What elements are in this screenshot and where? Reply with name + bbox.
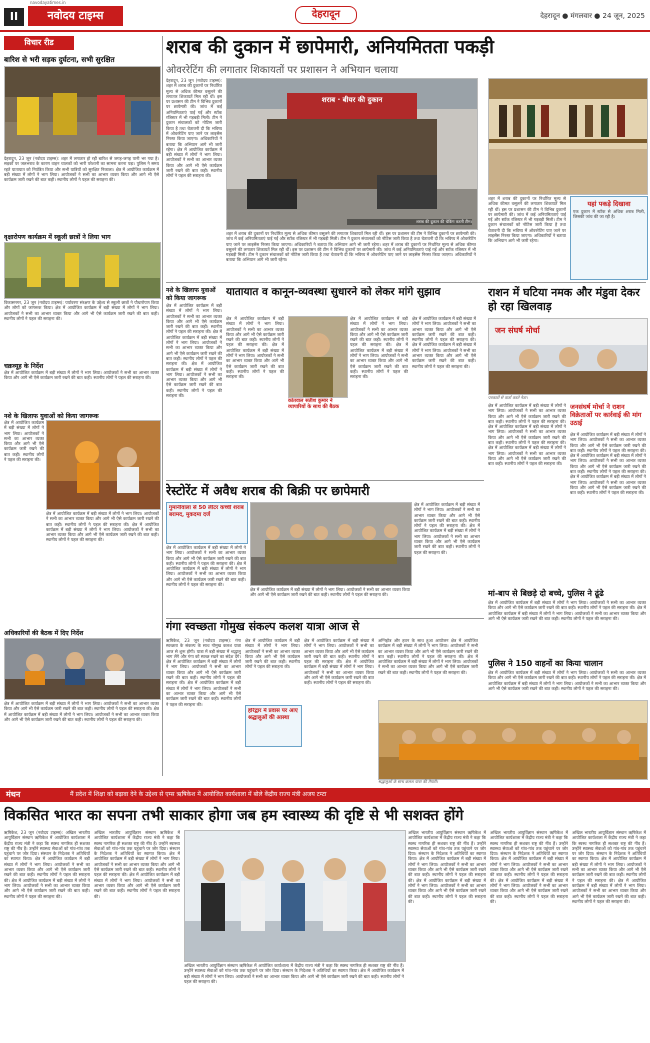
missing-body: क्षेत्र में आयोजित कार्यक्रम में बड़ी संख्या में लोगों ने भाग लिया। आयोजकों ने सभी का आभार व्यक्त किया और आगे भी ऐसे कार्यक्रम जारी रखने की बात कही। स्थानीय लोगों ने पहल की सराहना की। क्षेत्र में आयोजित कार्यक्रम में बड़ी संख्या में लोगों ने भाग लिया। आयोजकों ने सभी का आभार व्यक्त किया और आगे भी ऐसे कार्यक्रम जारी रखने की बात कही। स्थानीय लोगों ने पहल की सराहना की। bbox=[488, 600, 646, 621]
left-body-5: क्षेत्र में आयोजित कार्यक्रम में बड़ी संख्या में लोगों ने भाग लिया। आयोजकों ने सभी का आभार व्यक्त किया और आगे भी ऐसे कार्यक्रम जारी रखने की बात कही। स्थानीय लोगों ने पहल की सराहना की। क्षेत्र में आयोजित कार्यक्रम में बड़ी संख्या में लोगों ने भाग लिया। आयोजकों ने सभी का आभार व्यक्त किया और आगे भी ऐसे कार्यक्रम जारी रखने की बात कही। स्थानीय लोगों ने पहल की सराहना की। bbox=[46, 511, 159, 543]
ceremony-image bbox=[47, 421, 160, 509]
date-line: देहरादून ● मंगलवार ● 24 जून, 2025 bbox=[540, 12, 645, 20]
shop-photo-caption: शराब की दुकान की चेकिंग करती टीम। bbox=[347, 219, 472, 225]
ganga-body-4: अग्निहोत्र और हवन के साथ हुआ आयोजन क्षेत्र में आयोजित कार्यक्रम में बड़ी संख्या में लोगों ने भाग लिया। आयोजकों ने सभी का आभार व्यक्त किया और आगे भी ऐसे कार्यक्रम जारी रखने की बात कही। स्थानीय लोगों ने पहल की सराहना की। क्षेत्र में आयोजित कार्यक्रम में बड़ी संख्या में लोगों ने भाग लिया। आयोजकों ने सभी का आभार व्यक्त किया और आगे भी ऐसे कार्यक्रम जारी रखने की बात कही। स्थानीय लोगों ने पहल की सराहना की। bbox=[378, 638, 478, 675]
right-box-body: एक दुकान में स्टॉक से अधिक शराब मिली, जिसकी जांच की जा रही है। bbox=[573, 209, 645, 220]
right-box-title: यहां पकड़े दिखावा bbox=[587, 200, 631, 208]
restaurant-box-text: गुमानीवाला से 50 लीटर कच्ची शराब बरामद, मुकदमा दर्ज bbox=[169, 505, 244, 518]
press-photo bbox=[488, 318, 648, 395]
ganga-body-1: ऋषिकेश, 23 जून (नवोदय टाइम्स): गंगा स्वच्छता के संकल्प के साथ गोमुख कलश यात्रा आज से शुरू होगी। यात्रा में बड़ी संख्या में श्रद्धालु भाग लेंगे और गंगा को स्वच्छ रखने का संदेश देंगे। क्षेत्र में आयोजित कार्यक्रम में बड़ी संख्या में लोगों ने भाग लिया। आयोजकों ने सभी का आभार व्यक्त किया और आगे भी ऐसे कार्यक्रम जारी रखने की बात कही। स्थानीय लोगों ने पहल की सराहना की। क्षेत्र में आयोजित कार्यक्रम में बड़ी संख्या में लोगों ने भाग लिया। आयोजकों ने सभी का आभार व्यक्त किया और आगे भी ऐसे कार्यक्रम जारी रखने की बात कही। स्थानीय लोगों ने पहल की सराहना की। bbox=[166, 638, 241, 707]
manthan-label: मंथन bbox=[6, 790, 21, 799]
officer-image bbox=[289, 317, 347, 397]
ganga-box-text: हरिद्वार में प्रवास पर आए श्रद्धालुओं की आस्था bbox=[248, 708, 298, 721]
restaurant-body-2: क्षेत्र में आयोजित कार्यक्रम में बड़ी संख्या में लोगों ने भाग लिया। आयोजकों ने सभी का आभार व्यक्त किया और आगे भी ऐसे कार्यक्रम जारी रखने की बात कही। स्थानीय लोगों ने पहल की सराहना की। bbox=[250, 587, 410, 598]
ganga-headline: गंगा स्वच्छता गोमुख संकल्प कलश यात्रा आज से bbox=[166, 620, 360, 633]
bottom-body-2: अखिल भारतीय आयुर्विज्ञान संस्थान ऋषिकेश में आयोजित कार्यशाला में केंद्रीय राज्य मंत्री ने कहा कि स्वस्थ नागरिक ही सशक्त राष्ट्र की नींव हैं। उन्होंने स्वास्थ्य सेवाओं को गांव-गांव तक पहुंचाने पर जोर दिया। संस्थान के निदेशक ने अतिथियों का स्वागत किया। क्षेत्र में आयोजित कार्यक्रम में बड़ी संख्या में लोगों ने भाग लिया। आयोजकों ने सभी का आभार व्यक्त किया और आगे भी ऐसे कार्यक्रम जारी रखने की बात कही। स्थानीय लोगों ने पहल की सराहना की। क्षेत्र में आयोजित कार्यक्रम में बड़ी संख्या में लोगों ने भाग लिया। आयोजकों ने सभी का आभार व्यक्त किया और आगे भी ऐसे कार्यक्रम जारी रखने की बात कही। स्थानीय लोगों ने पहल की सराहना की। bbox=[94, 830, 180, 899]
traffic-body-3: क्षेत्र में आयोजित कार्यक्रम में बड़ी संख्या में लोगों ने भाग लिया। आयोजकों ने सभी का आभार व्यक्त किया और आगे भी ऐसे कार्यक्रम जारी रखने की बात कही। स्थानीय लोगों ने पहल की सराहना की। क्षेत्र में आयोजित कार्यक्रम में बड़ी संख्या में लोगों ने भाग लिया। आयोजकों ने सभी का आभार व्यक्त किया और आगे भी ऐसे कार्यक्रम जारी रखने की बात कही। स्थानीय लोगों ने पहल की सराहना की। bbox=[412, 316, 476, 369]
ganga-top-rule bbox=[166, 618, 484, 619]
officer-photo bbox=[288, 316, 348, 398]
masthead-rule bbox=[0, 30, 650, 32]
manthan-strip bbox=[0, 788, 650, 802]
sangharsh-headline: जनसंघर्ष मोर्चा ने राशन विक्रेताओं पर कार्रवाई की मांग उठाई bbox=[570, 403, 642, 427]
bottles-image bbox=[489, 79, 647, 194]
brief-body: देहरादून, 23 जून (नवोदय टाइम्स): शहर में लगातार हो रही बारिश से जगह-जगह पानी भर गया है। सड़कों पर जलभराव के कारण वाहन चालकों को भारी परेशानी का सामना करना पड़ा। पुलिस ने समय रहते यातायात को नियंत्रित किया और सभी यात्रियों को सुरक्षित निकाला। क्षेत्र में आयोजित कार्यक्रम में बड़ी संख्या में लोगों ने भाग लिया। आयोजकों ने सभी का आभार व्यक्त किया और आगे भी ऐसे कार्यक्रम जारी रखने की बात कही। स्थानीय लोगों ने पहल की सराहना की। bbox=[4, 156, 159, 183]
brief-sub-headline: वृक्षारोपण कार्यक्रम में स्कूली छात्रों ने लिया भाग bbox=[4, 234, 111, 241]
brief-headline: बारिश से भरी सड़क दुर्घटना, सभी सुरक्षित bbox=[4, 55, 115, 64]
kalash-yatra-image bbox=[379, 701, 647, 779]
traffic-body-1: क्षेत्र में आयोजित कार्यक्रम में बड़ी संख्या में लोगों ने भाग लिया। आयोजकों ने सभी का आभार व्यक्त किया और आगे भी ऐसे कार्यक्रम जारी रखने की बात कही। स्थानीय लोगों ने पहल की सराहना की। क्षेत्र में आयोजित कार्यक्रम में बड़ी संख्या में लोगों ने भाग लिया। आयोजकों ने सभी का आभार व्यक्त किया और आगे भी ऐसे कार्यक्रम जारी रखने की बात कही। स्थानीय लोगों ने पहल की सराहना की। bbox=[226, 316, 284, 380]
restaurant-headline: रेस्टोरेंट में अवैध शराब की बिक्री पर छापेमारी bbox=[166, 483, 370, 498]
sangharsh-body: क्षेत्र में आयोजित कार्यक्रम में बड़ी संख्या में लोगों ने भाग लिया। आयोजकों ने सभी का आभार व्यक्त किया और आगे भी ऐसे कार्यक्रम जारी रखने की बात कही। स्थानीय लोगों ने पहल की सराहना की। क्षेत्र में आयोजित कार्यक्रम में बड़ी संख्या में लोगों ने भाग लिया। आयोजकों ने सभी का आभार व्यक्त किया और आगे भी ऐसे कार्यक्रम जारी रखने की बात कही। स्थानीय लोगों ने पहल की सराहना की। क्षेत्र में आयोजित कार्यक्रम में बड़ी संख्या में लोगों ने भाग लिया। आयोजकों ने सभी का आभार व्यक्त किया और आगे भी ऐसे कार्यक्रम जारी रखने की बात कही। स्थानीय लोगों ने पहल की सराहना की। bbox=[570, 432, 646, 496]
missing-headline: मां-बाप से बिछड़े दो बच्चे, पुलिस ने ढूंढे bbox=[488, 589, 604, 598]
traffic-body-2: क्षेत्र में आयोजित कार्यक्रम में बड़ी संख्या में लोगों ने भाग लिया। आयोजकों ने सभी का आभार व्यक्त किया और आगे भी ऐसे कार्यक्रम जारी रखने की बात कही। स्थानीय लोगों ने पहल की सराहना की। क्षेत्र में आयोजित कार्यक्रम में बड़ी संख्या में लोगों ने भाग लिया। आयोजकों ने सभी का आभार व्यक्त किया और आगे भी ऐसे कार्यक्रम जारी रखने की बात कही। स्थानीय लोगों ने पहल की सराहना की। bbox=[350, 316, 408, 380]
bottom-body-6: अखिल भारतीय आयुर्विज्ञान संस्थान ऋषिकेश में आयोजित कार्यशाला में केंद्रीय राज्य मंत्री ने कहा कि स्वस्थ नागरिक ही सशक्त राष्ट्र की नींव हैं। उन्होंने स्वास्थ्य सेवाओं को गांव-गांव तक पहुंचाने पर जोर दिया। संस्थान के निदेशक ने अतिथियों का स्वागत किया। क्षेत्र में आयोजित कार्यक्रम में बड़ी संख्या में लोगों ने भाग लिया। आयोजकों ने सभी का आभार व्यक्त किया और आगे भी ऐसे कार्यक्रम जारी रखने की बात कही। स्थानीय लोगों ने पहल की सराहना की। क्षेत्र में आयोजित कार्यक्रम में बड़ी संख्या में लोगों ने भाग लिया। आयोजकों ने सभी का आभार व्यक्त किया और आगे भी ऐसे कार्यक्रम जारी रखने की बात कही। स्थानीय लोगों ने पहल की सराहना की। bbox=[572, 830, 646, 904]
lead-right-box bbox=[570, 196, 648, 280]
meeting-image bbox=[5, 639, 160, 699]
masthead bbox=[0, 0, 650, 30]
left-headline-3: चक्रव्यूह के निर्देश bbox=[4, 363, 44, 370]
restaurant-top-rule bbox=[166, 480, 484, 481]
police-headline: पुलिस ने 150 वाहनों का किया चालान bbox=[488, 659, 603, 668]
restaurant-body-3: क्षेत्र में आयोजित कार्यक्रम में बड़ी संख्या में लोगों ने भाग लिया। आयोजकों ने सभी का आभार व्यक्त किया और आगे भी ऐसे कार्यक्रम जारी रखने की बात कही। स्थानीय लोगों ने पहल की सराहना की। क्षेत्र में आयोजित कार्यक्रम में बड़ी संख्या में लोगों ने भाग लिया। आयोजकों ने सभी का आभार व्यक्त किया और आगे भी ऐसे कार्यक्रम जारी रखने की बात कही। स्थानीय लोगों ने पहल की सराहना की। bbox=[414, 502, 480, 555]
lead-body-col-3: शहर में शराब की दुकानों पर निर्धारित मूल्य से अधिक कीमत वसूलने की लगातार शिकायतें मिल रही थीं। इस पर प्रशासन की टीम ने विभिन्न दुकानों पर छापेमारी की। जांच में कई अनियमितताएं पाई गईं और स्टॉक रजिस्टर में भी गड़बड़ी मिली। टीम ने दुकान संचालकों को नोटिस जारी किया है तथा चेतावनी दी कि भविष्य में ओवररेटिंग पाए जाने पर लाइसेंस निरस्त किया जाएगा। अधिकारियों ने बताया कि अभियान आगे भी जारी रहेगा। bbox=[488, 196, 566, 244]
left-body-2: विकासनगर, 23 जून (नवोदय टाइम्स): पर्यावरण संरक्षण के उद्देश्य से स्कूली छात्रों ने पौधारोपण किया और लोगों को जागरूक किया। क्षेत्र में आयोजित कार्यक्रम में बड़ी संख्या में लोगों ने भाग लिया। आयोजकों ने सभी का आभार व्यक्त किया और आगे भी ऐसे कार्यक्रम जारी रखने की बात कही। स्थानीय लोगों ने पहल की सराहना की। bbox=[4, 300, 159, 321]
brief-photo bbox=[4, 66, 161, 154]
ganga-body-3: क्षेत्र में आयोजित कार्यक्रम में बड़ी संख्या में लोगों ने भाग लिया। आयोजकों ने सभी का आभार व्यक्त किया और आगे भी ऐसे कार्यक्रम जारी रखने की बात कही। स्थानीय लोगों ने पहल की सराहना की। क्षेत्र में आयोजित कार्यक्रम में बड़ी संख्या में लोगों ने भाग लिया। आयोजकों ने सभी का आभार व्यक्त किया और आगे भी ऐसे कार्यक्रम जारी रखने की बात कही। स्थानीय लोगों ने पहल की सराहना की। bbox=[304, 638, 374, 686]
bottom-body-5: अखिल भारतीय आयुर्विज्ञान संस्थान ऋषिकेश में आयोजित कार्यशाला में केंद्रीय राज्य मंत्री ने कहा कि स्वस्थ नागरिक ही सशक्त राष्ट्र की नींव हैं। उन्होंने स्वास्थ्य सेवाओं को गांव-गांव तक पहुंचाने पर जोर दिया। संस्थान के निदेशक ने अतिथियों का स्वागत किया। क्षेत्र में आयोजित कार्यक्रम में बड़ी संख्या में लोगों ने भाग लिया। आयोजकों ने सभी का आभार व्यक्त किया और आगे भी ऐसे कार्यक्रम जारी रखने की बात कही। स्थानीय लोगों ने पहल की सराहना की। क्षेत्र में आयोजित कार्यक्रम में बड़ी संख्या में लोगों ने भाग लिया। आयोजकों ने सभी का आभार व्यक्त किया और आगे भी ऐसे कार्यक्रम जारी रखने की बात कही। स्थानीय लोगों ने पहल की सराहना की। bbox=[490, 830, 568, 904]
raid-image bbox=[251, 503, 411, 585]
lead-body-col-1: देहरादून, 23 जून (नवोदय टाइम्स): शहर में शराब की दुकानों पर निर्धारित मूल्य से अधिक कीमत वसूलने की लगातार शिकायतें मिल रही थीं। इस पर प्रशासन की टीम ने विभिन्न दुकानों पर छापेमारी की। जांच में कई अनियमितताएं पाई गईं और स्टॉक रजिस्टर में भी गड़बड़ी मिली। टीम ने दुकान संचालकों को नोटिस जारी किया है तथा चेतावनी दी कि भविष्य में ओवररेटिंग पाए जाने पर लाइसेंस निरस्त किया जाएगा। अधिकारियों ने बताया कि अभियान आगे भी जारी रहेगा। क्षेत्र में आयोजित कार्यक्रम में बड़ी संख्या में लोगों ने भाग लिया। आयोजकों ने सभी का आभार व्यक्त किया और आगे भी ऐसे कार्यक्रम जारी रखने की बात कही। स्थानीय लोगों ने पहल की सराहना की। bbox=[166, 78, 222, 179]
ration-body: क्षेत्र में आयोजित कार्यक्रम में बड़ी संख्या में लोगों ने भाग लिया। आयोजकों ने सभी का आभार व्यक्त किया और आगे भी ऐसे कार्यक्रम जारी रखने की बात कही। स्थानीय लोगों ने पहल की सराहना की। क्षेत्र में आयोजित कार्यक्रम में बड़ी संख्या में लोगों ने भाग लिया। आयोजकों ने सभी का आभार व्यक्त किया और आगे भी ऐसे कार्यक्रम जारी रखने की बात कही। स्थानीय लोगों ने पहल की सराहना की। क्षेत्र में आयोजित कार्यक्रम में बड़ी संख्या में लोगों ने भाग लिया। आयोजकों ने सभी का आभार व्यक्त किया और आगे भी ऐसे कार्यक्रम जारी रखने की बात कही। स्थानीय लोगों ने पहल की सराहना की। bbox=[488, 403, 566, 467]
city-label: देहरादून bbox=[295, 6, 357, 24]
paper-logo: नवोदय टाइम्स bbox=[28, 6, 123, 26]
ration-headline: राशन में घटिया नमक और मंडुवा देकर हो रहा खिलवाड़ bbox=[488, 286, 640, 313]
page-number: II bbox=[4, 8, 24, 26]
bottom-photo bbox=[184, 830, 406, 962]
website-text: navodayatimes.in bbox=[30, 0, 66, 5]
rain-street-image bbox=[5, 67, 160, 153]
press-caption: पत्रकारों से वार्ता करते नेता। bbox=[488, 395, 528, 400]
restaurant-body-1: क्षेत्र में आयोजित कार्यक्रम में बड़ी संख्या में लोगों ने भाग लिया। आयोजकों ने सभी का आभार व्यक्त किया और आगे भी ऐसे कार्यक्रम जारी रखने की बात कही। स्थानीय लोगों ने पहल की सराहना की। क्षेत्र में आयोजित कार्यक्रम में बड़ी संख्या में लोगों ने भाग लिया। आयोजकों ने सभी का आभार व्यक्त किया और आगे भी ऐसे कार्यक्रम जारी रखने की बात कही। स्थानीय लोगों ने पहल की सराहना की। bbox=[166, 545, 246, 588]
meeting-photo bbox=[4, 638, 161, 700]
left-headline-4: नशे के खिलाफ युवाओं को किया जागरूक bbox=[4, 413, 99, 420]
left-body-4: क्षेत्र में आयोजित कार्यक्रम में बड़ी संख्या में लोगों ने भाग लिया। आयोजकों ने सभी का आभार व्यक्त किया और आगे भी ऐसे कार्यक्रम जारी रखने की बात कही। स्थानीय लोगों ने पहल की सराहना की। bbox=[4, 420, 44, 463]
bottom-body-4: अखिल भारतीय आयुर्विज्ञान संस्थान ऋषिकेश में आयोजित कार्यशाला में केंद्रीय राज्य मंत्री ने कहा कि स्वस्थ नागरिक ही सशक्त राष्ट्र की नींव हैं। उन्होंने स्वास्थ्य सेवाओं को गांव-गांव तक पहुंचाने पर जोर दिया। संस्थान के निदेशक ने अतिथियों का स्वागत किया। क्षेत्र में आयोजित कार्यक्रम में बड़ी संख्या में लोगों ने भाग लिया। आयोजकों ने सभी का आभार व्यक्त किया और आगे भी ऐसे कार्यक्रम जारी रखने की बात कही। स्थानीय लोगों ने पहल की सराहना की। क्षेत्र में आयोजित कार्यक्रम में बड़ी संख्या में लोगों ने भाग लिया। आयोजकों ने सभी का आभार व्यक्त किया और आगे भी ऐसे कार्यक्रम जारी रखने की बात कही। स्थानीय लोगों ने पहल की सराहना की। bbox=[408, 830, 486, 904]
lead-body-col-2: शहर में शराब की दुकानों पर निर्धारित मूल्य से अधिक कीमत वसूलने की लगातार शिकायतें मिल रही थीं। इस पर प्रशासन की टीम ने विभिन्न दुकानों पर छापेमारी की। जांच में कई अनियमितताएं पाई गईं और स्टॉक रजिस्टर में भी गड़बड़ी मिली। टीम ने दुकान संचालकों को नोटिस जारी किया है तथा चेतावनी दी कि भविष्य में ओवररेटिंग पाए जाने पर लाइसेंस निरस्त किया जाएगा। अधिकारियों ने बताया कि अभियान आगे भी जारी रहेगा। शहर में शराब की दुकानों पर निर्धारित मूल्य से अधिक कीमत वसूलने की लगातार शिकायतें मिल रही थीं। इस पर प्रशासन की टीम ने विभिन्न दुकानों पर छापेमारी की। जांच में कई अनियमितताएं पाई गईं और स्टॉक रजिस्टर में भी गड़बड़ी मिली। टीम ने दुकान संचालकों को नोटिस जारी किया है तथा चेतावनी दी कि भविष्य में ओवररेटिंग पाए जाने पर लाइसेंस निरस्त किया जाएगा। अधिकारियों ने बताया कि अभियान आगे भी जारी रहेगा। bbox=[226, 231, 476, 263]
bottom-headline: विकसित भारत का सपना तभी साकार होगा जब हम स्वास्थ्य की दृष्टि से भी सशक्त होंगे bbox=[4, 808, 464, 824]
puja-photo bbox=[46, 420, 161, 510]
left-body-6: क्षेत्र में आयोजित कार्यक्रम में बड़ी संख्या में लोगों ने भाग लिया। आयोजकों ने सभी का आभार व्यक्त किया और आगे भी ऐसे कार्यक्रम जारी रखने की बात कही। स्थानीय लोगों ने पहल की सराहना की। क्षेत्र में आयोजित कार्यक्रम में बड़ी संख्या में लोगों ने भाग लिया। आयोजकों ने सभी का आभार व्यक्त किया और आगे भी ऐसे कार्यक्रम जारी रखने की बात कही। स्थानीय लोगों ने पहल की सराहना की। bbox=[4, 701, 159, 722]
column-rule-1 bbox=[162, 36, 163, 776]
traffic-headline: यातायात व कानून-व्यवस्था सुधारने को लेकर मांगे सुझाव bbox=[226, 286, 441, 298]
bottom-body-3: अखिल भारतीय आयुर्विज्ञान संस्थान ऋषिकेश में आयोजित कार्यशाला में केंद्रीय राज्य मंत्री ने कहा कि स्वस्थ नागरिक ही सशक्त राष्ट्र की नींव हैं। उन्होंने स्वास्थ्य सेवाओं को गांव-गांव तक पहुंचाने पर जोर दिया। संस्थान के निदेशक ने अतिथियों का स्वागत किया। क्षेत्र में आयोजित कार्यक्रम में बड़ी संख्या में लोगों ने भाग लिया। आयोजकों ने सभी का आभार व्यक्त किया और आगे भी ऐसे कार्यक्रम जारी रखने की बात कही। स्थानीय लोगों ने पहल की सराहना की। bbox=[184, 963, 404, 984]
left-headline-5: अधिकारियों की बैठक में दिए निर्देश bbox=[4, 630, 84, 637]
manthan-ticker: मैं प्रदेश में शिक्षा को बढ़ावा देने के उद्देश्य से एम्स ऋषिकेश में आयोजित कार्यशाला में बोले केंद्रीय राज्य मंत्री अजय टम्टा bbox=[70, 791, 327, 798]
ganga-caption: श्रद्धालुओं के साथ कलश यात्रा की तैयारी। bbox=[378, 779, 438, 784]
lead-headline: शराब की दुकान में छापेमारी, अनियमितता पकड़ी bbox=[166, 37, 494, 58]
shop-sign-text: शराब · बीयर की दुकान bbox=[321, 96, 383, 104]
shop-photo bbox=[226, 78, 478, 230]
news1-headline: नशे के खिलाफ युवाओं को किया जागरूक bbox=[166, 287, 216, 302]
news1-body: क्षेत्र में आयोजित कार्यक्रम में बड़ी संख्या में लोगों ने भाग लिया। आयोजकों ने सभी का आभार व्यक्त किया और आगे भी ऐसे कार्यक्रम जारी रखने की बात कही। स्थानीय लोगों ने पहल की सराहना की। क्षेत्र में आयोजित कार्यक्रम में बड़ी संख्या में लोगों ने भाग लिया। आयोजकों ने सभी का आभार व्यक्त किया और आगे भी ऐसे कार्यक्रम जारी रखने की बात कही। स्थानीय लोगों ने पहल की सराहना की। क्षेत्र में आयोजित कार्यक्रम में बड़ी संख्या में लोगों ने भाग लिया। आयोजकों ने सभी का आभार व्यक्त किया और आगे भी ऐसे कार्यक्रम जारी रखने की बात कही। स्थानीय लोगों ने पहल की सराहना की। bbox=[166, 303, 222, 399]
lead-subhead: ओवररेटिंग की लगातार शिकायतों पर प्रशासन ने अभियान चलाया bbox=[166, 65, 399, 76]
brief-label: विचार रीड bbox=[4, 36, 74, 50]
ganga-photo bbox=[378, 700, 648, 780]
raid-photo bbox=[250, 502, 412, 586]
ration-banner: जन संघर्ष मोर्चा bbox=[495, 326, 540, 335]
ganga-body-2: क्षेत्र में आयोजित कार्यक्रम में बड़ी संख्या में लोगों ने भाग लिया। आयोजकों ने सभी का आभार व्यक्त किया और आगे भी ऐसे कार्यक्रम जारी रखने की बात कही। स्थानीय लोगों ने पहल की सराहना की। bbox=[245, 638, 300, 670]
brief-photo-2 bbox=[4, 242, 161, 299]
lead-bottom-rule bbox=[166, 282, 646, 283]
plantation-image bbox=[5, 243, 160, 298]
bottles-photo bbox=[488, 78, 648, 195]
workshop-image bbox=[185, 831, 405, 961]
officer-caption: कोतवाल सतीश कुमार ने व्यापारियों के साथ की बैठक bbox=[288, 398, 339, 410]
police-body: क्षेत्र में आयोजित कार्यक्रम में बड़ी संख्या में लोगों ने भाग लिया। आयोजकों ने सभी का आभार व्यक्त किया और आगे भी ऐसे कार्यक्रम जारी रखने की बात कही। स्थानीय लोगों ने पहल की सराहना की। क्षेत्र में आयोजित कार्यक्रम में बड़ी संख्या में लोगों ने भाग लिया। आयोजकों ने सभी का आभार व्यक्त किया और आगे भी ऐसे कार्यक्रम जारी रखने की बात कही। स्थानीय लोगों ने पहल की सराहना की। bbox=[488, 670, 646, 691]
bottom-body-1: ऋषिकेश, 23 जून (नवोदय टाइम्स): अखिल भारतीय आयुर्विज्ञान संस्थान ऋषिकेश में आयोजित कार्यशाला में केंद्रीय राज्य मंत्री ने कहा कि स्वस्थ नागरिक ही सशक्त राष्ट्र की नींव हैं। उन्होंने स्वास्थ्य सेवाओं को गांव-गांव तक पहुंचाने पर जोर दिया। संस्थान के निदेशक ने अतिथियों का स्वागत किया। क्षेत्र में आयोजित कार्यक्रम में बड़ी संख्या में लोगों ने भाग लिया। आयोजकों ने सभी का आभार व्यक्त किया और आगे भी ऐसे कार्यक्रम जारी रखने की बात कही। स्थानीय लोगों ने पहल की सराहना की। क्षेत्र में आयोजित कार्यक्रम में बड़ी संख्या में लोगों ने भाग लिया। आयोजकों ने सभी का आभार व्यक्त किया और आगे भी ऐसे कार्यक्रम जारी रखने की बात कही। स्थानीय लोगों ने पहल की सराहना की। bbox=[4, 830, 90, 899]
ganga-box bbox=[245, 705, 302, 747]
left-body-3: क्षेत्र में आयोजित कार्यक्रम में बड़ी संख्या में लोगों ने भाग लिया। आयोजकों ने सभी का आभार व्यक्त किया और आगे भी ऐसे कार्यक्रम जारी रखने की बात कही। स्थानीय लोगों ने पहल की सराहना की। bbox=[4, 370, 159, 381]
restaurant-box bbox=[166, 502, 248, 544]
